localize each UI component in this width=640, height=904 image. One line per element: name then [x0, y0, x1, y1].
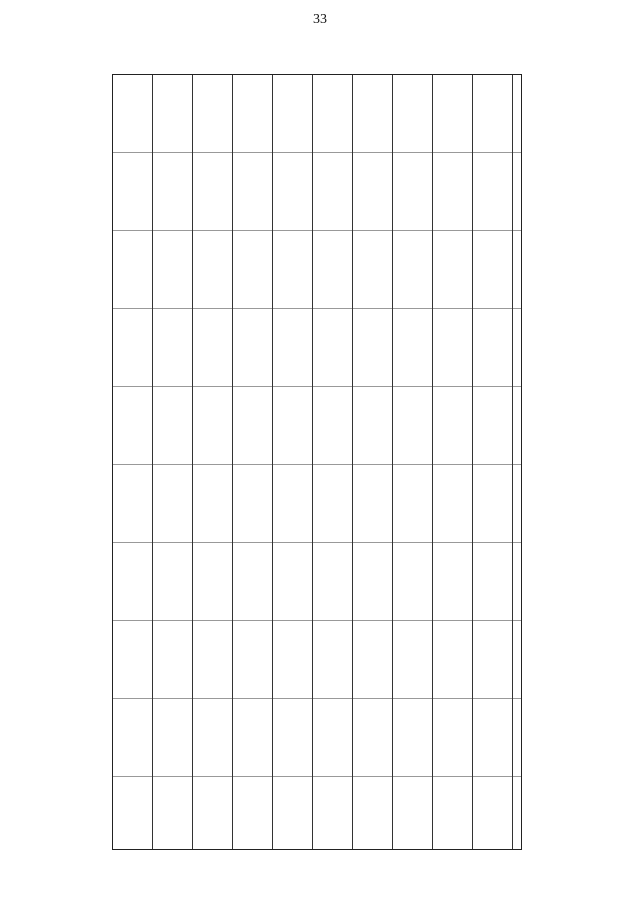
- page-number: 33: [313, 12, 327, 27]
- rotated-table-frame: [112, 74, 522, 850]
